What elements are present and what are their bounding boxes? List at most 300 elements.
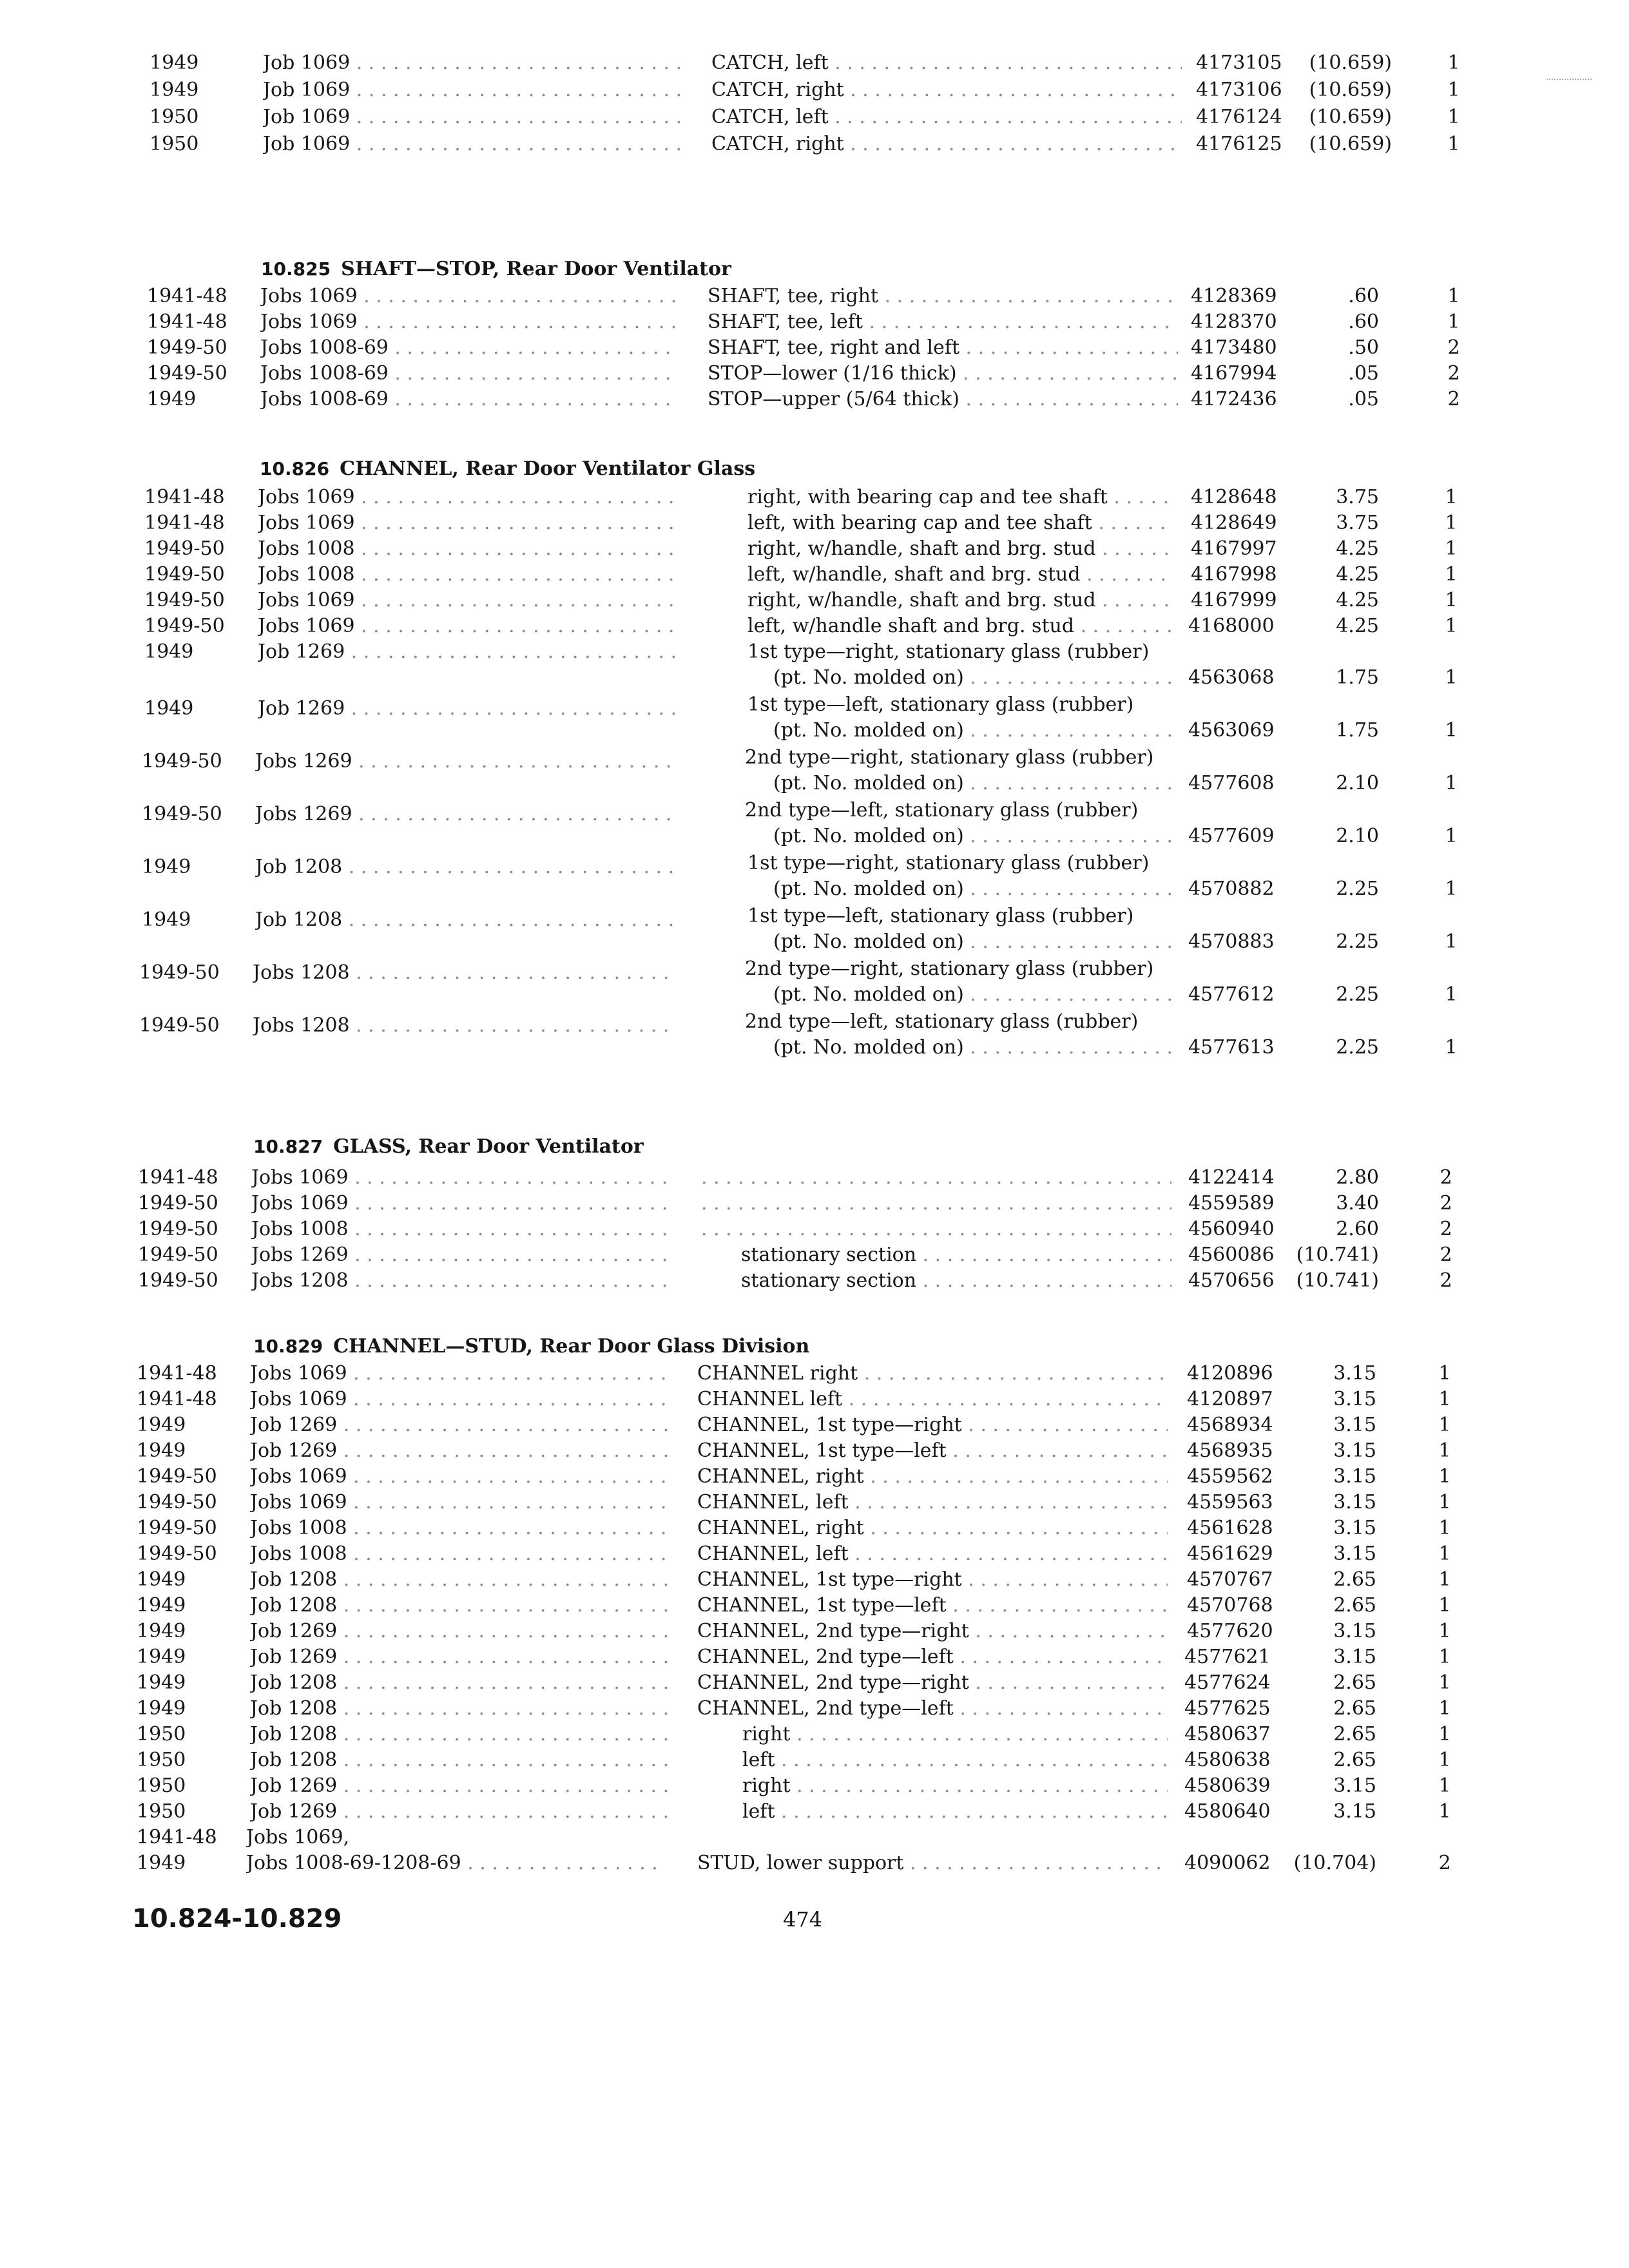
quantity-cell: 1 [1447, 79, 1460, 101]
section-title: CHANNEL, Rear Door Ventilator Glass [340, 457, 756, 480]
description-cell: 2nd type—right, stationary glass (rubber) [745, 957, 1154, 980]
job-cell: Jobs 1069 . . . [258, 485, 677, 510]
description-cell [701, 1165, 1171, 1191]
job-cell: Jobs 1069 . . . [251, 1165, 670, 1191]
job-cell: Jobs 1069 . . . [250, 1387, 669, 1412]
year-cell: 1941-48 [137, 1362, 217, 1385]
section-heading [260, 456, 755, 482]
year-cell: 1949 [137, 1568, 186, 1591]
description-cell: SHAFT, tee, right and left . . . [708, 335, 1178, 361]
price-cell: 3.15 [1333, 1774, 1376, 1797]
section-heading [261, 256, 731, 282]
quantity-cell: 1 [1445, 486, 1458, 508]
price-cell: 3.15 [1333, 1646, 1376, 1668]
year-cell: 1950 [149, 133, 199, 155]
part-number-cell: 4568935 [1187, 1439, 1273, 1462]
year-cell: 1949 [137, 1594, 186, 1617]
description-continuation: (pt. No. molded on) . . . [773, 982, 1173, 1008]
description-cell: CHANNEL, 2nd type—right . . . [697, 1670, 1168, 1696]
quantity-cell: 1 [1438, 1671, 1451, 1694]
price-cell: .05 [1348, 388, 1379, 410]
job-cell: Jobs 1069 . . . [250, 1464, 669, 1490]
quantity-cell: 1 [1438, 1620, 1451, 1642]
quantity-cell: 1 [1438, 1774, 1451, 1797]
part-number-cell: 4580638 [1184, 1749, 1271, 1771]
part-number-cell: 4570883 [1188, 930, 1275, 953]
description-cell [701, 1191, 1171, 1216]
quantity-cell: 2 [1447, 362, 1460, 385]
year-cell: 1950 [149, 106, 199, 128]
year-cell: 1949 [137, 1620, 186, 1642]
description-cell: left, w/handle shaft and brg. stud . . . [747, 613, 1173, 639]
description-cell: STUD, lower support . . . [697, 1850, 1168, 1876]
year-cell: 1949 [137, 1671, 186, 1694]
part-number-cell: 4563068 [1188, 666, 1275, 689]
part-number-cell: 4560940 [1188, 1218, 1275, 1240]
year-cell: 1941-48 [147, 285, 227, 307]
part-number-cell: 4128649 [1191, 512, 1277, 534]
price-cell: 2.65 [1333, 1697, 1376, 1720]
job-cell: Jobs 1008-69-1208-69 . . . [246, 1850, 665, 1876]
job-cell: Job 1208 . . . [250, 1722, 669, 1747]
description-continuation: (pt. No. molded on) . . . [773, 771, 1173, 796]
job-cell: Jobs 1008 . . . [258, 562, 677, 588]
part-number-cell: 4167998 [1191, 563, 1277, 586]
price-cell: 1.75 [1336, 719, 1379, 742]
description-cell: CHANNEL, 2nd type—right . . . [697, 1619, 1168, 1644]
price-cell: 3.15 [1333, 1542, 1376, 1565]
year-cell: 1949 [142, 856, 191, 878]
description-cell: 2nd type—right, stationary glass (rubber) [745, 746, 1154, 769]
section-number: 10.826 [260, 458, 330, 479]
description-cell: CHANNEL, 1st type—left . . . [697, 1438, 1168, 1464]
part-number-cell: 4577625 [1184, 1697, 1271, 1720]
job-cell: Job 1269 . . . [258, 696, 677, 722]
job-cell: Job 1269 . . . [250, 1412, 669, 1438]
description-cell [701, 1216, 1171, 1242]
quantity-cell: 1 [1447, 106, 1460, 128]
price-cell: 4.25 [1336, 615, 1379, 637]
year-cell: 1949-50 [144, 563, 225, 586]
section-number: 10.829 [253, 1336, 323, 1357]
price-cell: 1.75 [1336, 666, 1379, 689]
quantity-cell: 1 [1445, 666, 1458, 689]
part-number-cell: 4120897 [1187, 1388, 1273, 1410]
job-cell: Jobs 1008 . . . [250, 1515, 669, 1541]
part-number-cell: 4128369 [1191, 285, 1277, 307]
quantity-cell: 1 [1438, 1491, 1451, 1514]
part-number-cell: 4173105 [1196, 52, 1282, 74]
description-cell: STOP—upper (5/64 thick) . . . [708, 387, 1178, 412]
price-cell: 3.15 [1333, 1388, 1376, 1410]
price-cell: 3.15 [1333, 1439, 1376, 1462]
quantity-cell: 1 [1438, 1542, 1451, 1565]
quantity-cell: 2 [1440, 1166, 1452, 1189]
year-cell: 1949 [137, 1697, 186, 1720]
job-cell: Jobs 1008-69 . . . [260, 387, 679, 412]
price-cell: (10.659) [1309, 52, 1392, 74]
job-cell: Job 1208 . . . [250, 1670, 669, 1696]
price-cell: 2.25 [1336, 878, 1379, 900]
job-cell: Jobs 1008 . . . [251, 1216, 670, 1242]
quantity-cell: 1 [1438, 1749, 1451, 1771]
price-cell: 4.25 [1336, 563, 1379, 586]
job-cell: Jobs 1008 . . . [250, 1541, 669, 1567]
part-number-cell: 4167997 [1191, 537, 1277, 560]
year-cell: 1941-48 [138, 1166, 218, 1189]
job-cell: Job 1069 . . . [263, 131, 682, 157]
quantity-cell: 1 [1445, 772, 1458, 794]
price-cell: .60 [1348, 311, 1379, 333]
year-cell: 1949-50 [147, 336, 227, 359]
year-cell: 1949-50 [137, 1491, 217, 1514]
year-cell: 1949 [144, 697, 194, 720]
section-heading [253, 1334, 809, 1360]
job-cell: Job 1208 . . . [250, 1567, 669, 1593]
description-cell: CHANNEL, right . . . [697, 1515, 1168, 1541]
section-title: CHANNEL—STUD, Rear Door Glass Division [333, 1335, 810, 1358]
quantity-cell: 1 [1438, 1388, 1451, 1410]
section-range-footer: 10.824-10.829 [132, 1904, 342, 1934]
price-cell: 2.65 [1333, 1671, 1376, 1694]
part-number-cell: 4560086 [1188, 1244, 1275, 1266]
year-cell: 1950 [137, 1723, 186, 1745]
part-number-cell: 4168000 [1188, 615, 1275, 637]
part-number-cell: 4173480 [1191, 336, 1277, 359]
description-cell: right . . . [742, 1773, 1168, 1799]
part-number-cell: 4128648 [1191, 486, 1277, 508]
description-cell: stationary section . . . [741, 1268, 1171, 1294]
price-cell: 3.75 [1336, 486, 1379, 508]
price-cell: 3.15 [1333, 1414, 1376, 1436]
price-cell: 2.65 [1333, 1568, 1376, 1591]
year-cell: 1949 [142, 908, 191, 931]
quantity-cell: 2 [1440, 1218, 1452, 1240]
quantity-cell: 1 [1447, 285, 1460, 307]
year-cell: 1949-50 [137, 1517, 217, 1539]
part-number-cell: 4167999 [1191, 589, 1277, 611]
job-cell: Job 1208 . . . [250, 1747, 669, 1773]
year-cell: 1949 [137, 1439, 186, 1462]
year-cell: 1949 [149, 79, 199, 101]
price-cell: (10.659) [1309, 133, 1392, 155]
part-number-cell: 4570656 [1188, 1269, 1275, 1292]
part-number-cell: 4570882 [1188, 878, 1275, 900]
job-cell: Job 1208 . . . [255, 854, 674, 880]
part-number-cell: 4580640 [1184, 1800, 1271, 1823]
description-cell: SHAFT, tee, left . . . [708, 309, 1178, 335]
description-cell: CHANNEL, left . . . [697, 1541, 1168, 1567]
part-number-cell: 4570767 [1187, 1568, 1273, 1591]
job-cell: Job 1208 . . . [250, 1593, 669, 1619]
price-cell: .05 [1348, 362, 1379, 385]
year-cell: 1949-50 [138, 1244, 218, 1266]
year-cell: 1949-50 [139, 1014, 220, 1037]
price-cell: (10.741) [1296, 1269, 1379, 1292]
job-cell: Jobs 1069 . . . [258, 588, 677, 613]
quantity-cell: 1 [1438, 1646, 1451, 1668]
year-cell: 1949-50 [144, 537, 225, 560]
description-continuation: (pt. No. molded on) . . . [773, 665, 1173, 691]
price-cell: 3.15 [1333, 1620, 1376, 1642]
quantity-cell: 1 [1445, 512, 1458, 534]
price-cell: 3.15 [1333, 1517, 1376, 1539]
part-number-cell: 4172436 [1191, 388, 1277, 410]
description-cell: CATCH, right . . . [711, 77, 1182, 103]
quantity-cell: 1 [1438, 1594, 1451, 1617]
description-cell: CHANNEL, 1st type—left . . . [697, 1593, 1168, 1619]
quantity-cell: 1 [1447, 133, 1460, 155]
description-cell: CHANNEL, 1st type—right . . . [697, 1412, 1168, 1438]
description-cell: CHANNEL, left . . . [697, 1490, 1168, 1515]
price-cell: (10.704) [1293, 1852, 1376, 1874]
year-cell: 1941-48 [137, 1388, 217, 1410]
part-number-cell: 4120896 [1187, 1362, 1273, 1385]
quantity-cell: 1 [1445, 930, 1458, 953]
description-cell: right . . . [742, 1722, 1168, 1747]
year-cell: 1949 [144, 640, 194, 663]
description-cell: CHANNEL, 2nd type—left . . . [697, 1696, 1168, 1722]
description-cell: left . . . [742, 1747, 1168, 1773]
year-cell: 1949-50 [138, 1269, 218, 1292]
quantity-cell: 1 [1438, 1414, 1451, 1436]
job-cell: Jobs 1008-69 . . . [260, 361, 679, 387]
job-cell: Job 1208 . . . [255, 907, 674, 933]
price-cell: 3.15 [1333, 1800, 1376, 1823]
part-number-cell: 4577624 [1184, 1671, 1271, 1694]
year-cell: 1949-50 [144, 615, 225, 637]
year-cell: 1949-50 [137, 1465, 217, 1488]
price-cell: 3.15 [1333, 1465, 1376, 1488]
year-cell: 1950 [137, 1800, 186, 1823]
part-number-cell: 4559563 [1187, 1491, 1273, 1514]
price-cell: 2.25 [1336, 930, 1379, 953]
description-continuation: (pt. No. molded on) . . . [773, 929, 1173, 955]
description-cell: 1st type—right, stationary glass (rubber) [747, 640, 1150, 663]
description-cell: right, w/handle, shaft and brg. stud . . . [747, 588, 1173, 613]
description-cell: CHANNEL right . . . [697, 1361, 1168, 1387]
part-number-cell: 4580637 [1184, 1723, 1271, 1745]
description-cell: stationary section . . . [741, 1242, 1171, 1268]
job-cell: Job 1269 . . . [250, 1438, 669, 1464]
price-cell: 2.65 [1333, 1723, 1376, 1745]
year-cell: 1941-48 [147, 311, 227, 333]
price-cell: 2.60 [1336, 1218, 1379, 1240]
job-cell: Jobs 1069 . . . [258, 613, 677, 639]
job-cell: Job 1269 . . . [250, 1644, 669, 1670]
job-cell: Jobs 1069 . . . [251, 1191, 670, 1216]
description-continuation: (pt. No. molded on) . . . [773, 1035, 1173, 1061]
quantity-cell: 1 [1438, 1439, 1451, 1462]
description-cell: right, with bearing cap and tee shaft . . . [747, 485, 1173, 510]
year-cell: 1949 [149, 52, 199, 74]
description-cell: CATCH, right . . . [711, 131, 1182, 157]
part-number-cell: 4173106 [1196, 79, 1282, 101]
job-cell: Job 1269 . . . [250, 1619, 669, 1644]
quantity-cell: 1 [1445, 589, 1458, 611]
section-number: 10.825 [261, 258, 331, 280]
year-cell: 1949-50 [147, 362, 227, 385]
price-cell: 3.15 [1333, 1362, 1376, 1385]
part-number-cell: 4176124 [1196, 106, 1282, 128]
quantity-cell: 1 [1447, 52, 1460, 74]
part-number-cell: 4122414 [1188, 1166, 1275, 1189]
year-cell: 1949-50 [138, 1218, 218, 1240]
part-number-cell: 4577613 [1188, 1036, 1275, 1059]
description-continuation: (pt. No. molded on) . . . [773, 823, 1173, 849]
price-cell: .60 [1348, 285, 1379, 307]
price-cell: 2.65 [1333, 1594, 1376, 1617]
job-cell: Jobs 1069 . . . [250, 1361, 669, 1387]
job-cell: Jobs 1069 . . . [258, 510, 677, 536]
job-cell: Jobs 1269 . . . [251, 1242, 670, 1268]
job-cell: Job 1269 . . . [250, 1799, 669, 1825]
part-number-cell: 4090062 [1184, 1852, 1271, 1874]
price-cell: 2.10 [1336, 772, 1379, 794]
description-continuation: (pt. No. molded on) . . . [773, 718, 1173, 744]
part-number-cell: 4561628 [1187, 1517, 1273, 1539]
year-cell: 1949-50 [142, 750, 222, 773]
quantity-cell: 1 [1438, 1465, 1451, 1488]
quantity-cell: 1 [1445, 878, 1458, 900]
part-number-cell: 4128370 [1191, 311, 1277, 333]
part-number-cell: 4577620 [1187, 1620, 1273, 1642]
quantity-cell: 1 [1445, 825, 1458, 847]
year-cell: 1949-50 [142, 803, 222, 825]
description-cell: CHANNEL left . . . [697, 1387, 1168, 1412]
quantity-cell: 1 [1445, 615, 1458, 637]
description-cell: left . . . [742, 1799, 1168, 1825]
description-cell: STOP—lower (1/16 thick) . . . [708, 361, 1178, 387]
part-number-cell: 4176125 [1196, 133, 1282, 155]
part-number-cell: 4167994 [1191, 362, 1277, 385]
job-cell: Job 1069 . . . [263, 50, 682, 76]
year-cell: 1949 [137, 1646, 186, 1668]
price-cell: (10.659) [1309, 106, 1392, 128]
quantity-cell: 1 [1438, 1362, 1451, 1385]
quantity-cell: 2 [1447, 336, 1460, 359]
year-cell: 1941-48 [137, 1826, 217, 1849]
year-cell: 1949-50 [137, 1542, 217, 1565]
job-cell: Jobs 1008 . . . [258, 536, 677, 562]
quantity-cell: 1 [1438, 1723, 1451, 1745]
description-continuation: (pt. No. molded on) . . . [773, 876, 1173, 902]
job-cell: Job 1208 . . . [250, 1696, 669, 1722]
part-number-cell: 4563069 [1188, 719, 1275, 742]
job-cell: Jobs 1069 . . . [260, 309, 679, 335]
price-cell: 3.15 [1333, 1491, 1376, 1514]
description-cell: CHANNEL, 2nd type—left . . . [697, 1644, 1168, 1670]
description-cell: right, w/handle, shaft and brg. stud . . . [747, 536, 1173, 562]
quantity-cell: 2 [1440, 1192, 1452, 1215]
description-cell: CHANNEL, 1st type—right . . . [697, 1567, 1168, 1593]
section-number: 10.827 [253, 1136, 323, 1157]
price-cell: 3.75 [1336, 512, 1379, 534]
year-cell: 1949-50 [138, 1192, 218, 1215]
description-cell: 2nd type—left, stationary glass (rubber) [745, 799, 1139, 822]
description-cell: 1st type—left, stationary glass (rubber) [747, 905, 1134, 927]
quantity-cell: 1 [1438, 1800, 1451, 1823]
year-cell: 1949 [137, 1852, 186, 1874]
job-cell: Job 1069 . . . [263, 104, 682, 130]
page-number: 474 [783, 1907, 823, 1932]
job-cell: Job 1269 . . . [258, 639, 677, 665]
stray-mark [1547, 79, 1592, 80]
section-heading [253, 1134, 644, 1160]
job-cell: Jobs 1208 . . . [251, 1268, 670, 1294]
description-cell: CATCH, left . . . [711, 50, 1182, 76]
quantity-cell: 1 [1438, 1517, 1451, 1539]
price-cell: 2.25 [1336, 983, 1379, 1006]
job-cell: Jobs 1069 . . . [260, 284, 679, 309]
quantity-cell: 1 [1445, 563, 1458, 586]
job-cell: Jobs 1069, [246, 1826, 350, 1849]
job-cell: Job 1069 . . . [263, 77, 682, 103]
description-cell: 2nd type—left, stationary glass (rubber) [745, 1010, 1139, 1033]
quantity-cell: 1 [1445, 1036, 1458, 1059]
part-number-cell: 4568934 [1187, 1414, 1273, 1436]
part-number-cell: 4561629 [1187, 1542, 1273, 1565]
price-cell: 2.25 [1336, 1036, 1379, 1059]
job-cell: Jobs 1008-69 . . . [260, 335, 679, 361]
description-cell: CATCH, left . . . [711, 104, 1182, 130]
part-number-cell: 4577621 [1184, 1646, 1271, 1668]
price-cell: 2.65 [1333, 1749, 1376, 1771]
section-title: GLASS, Rear Door Ventilator [333, 1135, 644, 1158]
description-cell: left, with bearing cap and tee shaft . . . [747, 510, 1173, 536]
job-cell: Jobs 1069 . . . [250, 1490, 669, 1515]
price-cell: 2.10 [1336, 825, 1379, 847]
price-cell: 4.25 [1336, 589, 1379, 611]
job-cell: Job 1269 . . . [250, 1773, 669, 1799]
year-cell: 1941-48 [144, 512, 225, 534]
part-number-cell: 4577608 [1188, 772, 1275, 794]
quantity-cell: 1 [1438, 1697, 1451, 1720]
job-cell: Jobs 1208 . . . [253, 1013, 671, 1039]
description-cell: 1st type—left, stationary glass (rubber) [747, 693, 1134, 716]
year-cell: 1949-50 [139, 961, 220, 984]
description-cell: left, w/handle, shaft and brg. stud . . . [747, 562, 1173, 588]
year-cell: 1950 [137, 1774, 186, 1797]
price-cell: .50 [1348, 336, 1379, 359]
year-cell: 1949 [137, 1414, 186, 1436]
part-number-cell: 4559562 [1187, 1465, 1273, 1488]
year-cell: 1949-50 [144, 589, 225, 611]
year-cell: 1949 [147, 388, 197, 410]
description-cell: 1st type—right, stationary glass (rubber) [747, 852, 1150, 874]
part-number-cell: 4580639 [1184, 1774, 1271, 1797]
quantity-cell: 1 [1445, 719, 1458, 742]
price-cell: (10.659) [1309, 79, 1392, 101]
quantity-cell: 1 [1447, 311, 1460, 333]
job-cell: Jobs 1269 . . . [255, 802, 674, 827]
price-cell: 3.40 [1336, 1192, 1379, 1215]
job-cell: Jobs 1208 . . . [253, 960, 671, 986]
part-number-cell: 4577612 [1188, 983, 1275, 1006]
part-number-cell: 4577609 [1188, 825, 1275, 847]
quantity-cell: 2 [1438, 1852, 1451, 1874]
price-cell: 2.80 [1336, 1166, 1379, 1189]
description-cell: CHANNEL, right . . . [697, 1464, 1168, 1490]
job-cell: Jobs 1269 . . . [255, 749, 674, 774]
quantity-cell: 1 [1445, 983, 1458, 1006]
part-number-cell: 4559589 [1188, 1192, 1275, 1215]
price-cell: (10.741) [1296, 1244, 1379, 1266]
quantity-cell: 1 [1445, 537, 1458, 560]
quantity-cell: 2 [1440, 1269, 1452, 1292]
part-number-cell: 4570768 [1187, 1594, 1273, 1617]
year-cell: 1950 [137, 1749, 186, 1771]
